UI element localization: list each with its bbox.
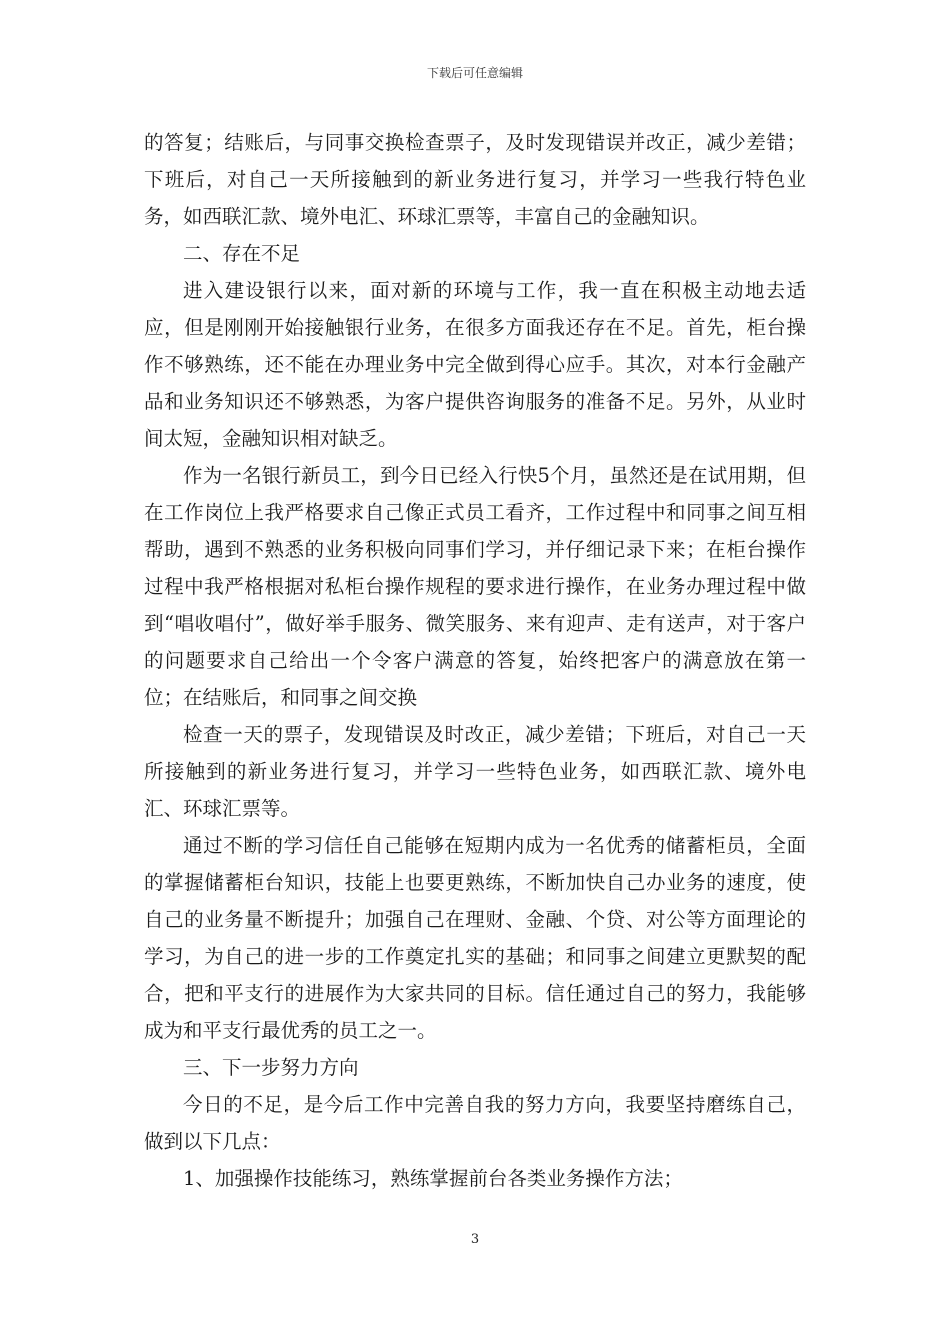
section-heading-shortcomings: 二、存在不足 (183, 242, 301, 265)
page-header: 下载后可任意编辑 (426, 66, 523, 80)
section-heading-next-steps: 三、下一步努力方向 (183, 1056, 359, 1079)
paragraph-next-steps-intro: 今日的不足，是今后工作中完善自我的努力方向，我要坚持磨练自己，做到以下几点： (144, 1093, 806, 1153)
paragraph-shortcomings: 进入建设银行以来，面对新的环境与工作，我一直在积极主动地去适应，但是刚刚开始接触银行业务，在很多方面我还存在不足。首先，柜台操作不够熟练，还不能在办理业务中完全做到得心应手。其次，对本行金融产品和业务知识还不够熟悉，为客户提供咨询服务的准备不足。另外，从业时间太短，金融知识相对缺乏。 (144, 279, 806, 450)
page-number: 3 (470, 1232, 480, 1247)
paragraph-goals: 通过不断的学习信任自己能够在短期内成为一名优秀的储蓄柜员，全面的掌握储蓄柜台知识，技能上也要更熟练，不断加快自己办业务的速度，使自己的业务量不断提升；加强自己在理财、金融、个贷、对公等方面理论的学习，为自己的进一步的工作奠定扎实的基础；和同事之间建立更默契的配合，把和平支行的进展作为大家共同的目标。信任通过自己的努力，我能够成为和平支行最优秀的员工之一。 (144, 834, 806, 1042)
list-item-1: 1、加强操作技能练习，熟练掌握前台各类业务操作方法； (183, 1167, 683, 1190)
paragraph-daily-check: 检查一天的票子，发现错误及时改正，减少差错；下班后，对自己一天所接触到的新业务进行复习，并学习一些特色业务，如西联汇款、境外电汇、环球汇票等。 (144, 723, 806, 820)
paragraph-new-employee: 作为一名银行新员工，到今日已经入行快5个月，虽然还是在试用期，但在工作岗位上我严格要求自己像正式员工看齐，工作过程中和同事之间互相帮助，遇到不熟悉的业务积极向同事们学习，并仔细记录下来；在柜台操作过程中我严格根据对私柜台操作规程的要求进行操作，在业务办理过程中做到“唱收唱付”，做好举手服务、微笑服务、来有迎声、走有送声，对于客户的问题要求自己给出一个令客户满意的答复，始终把客户的满意放在第一位；在结账后，和同事之间交换 (144, 464, 806, 709)
document-body (144, 124, 806, 1197)
paragraph-continued: 的答复；结账后，与同事交换检查票子，及时发现错误并改正，减少差错；下班后，对自己一天所接触到的新业务进行复习，并学习一些我行特色业务，如西联汇款、境外电汇、环球汇票等，丰富自己的金融知识。 (144, 131, 806, 228)
